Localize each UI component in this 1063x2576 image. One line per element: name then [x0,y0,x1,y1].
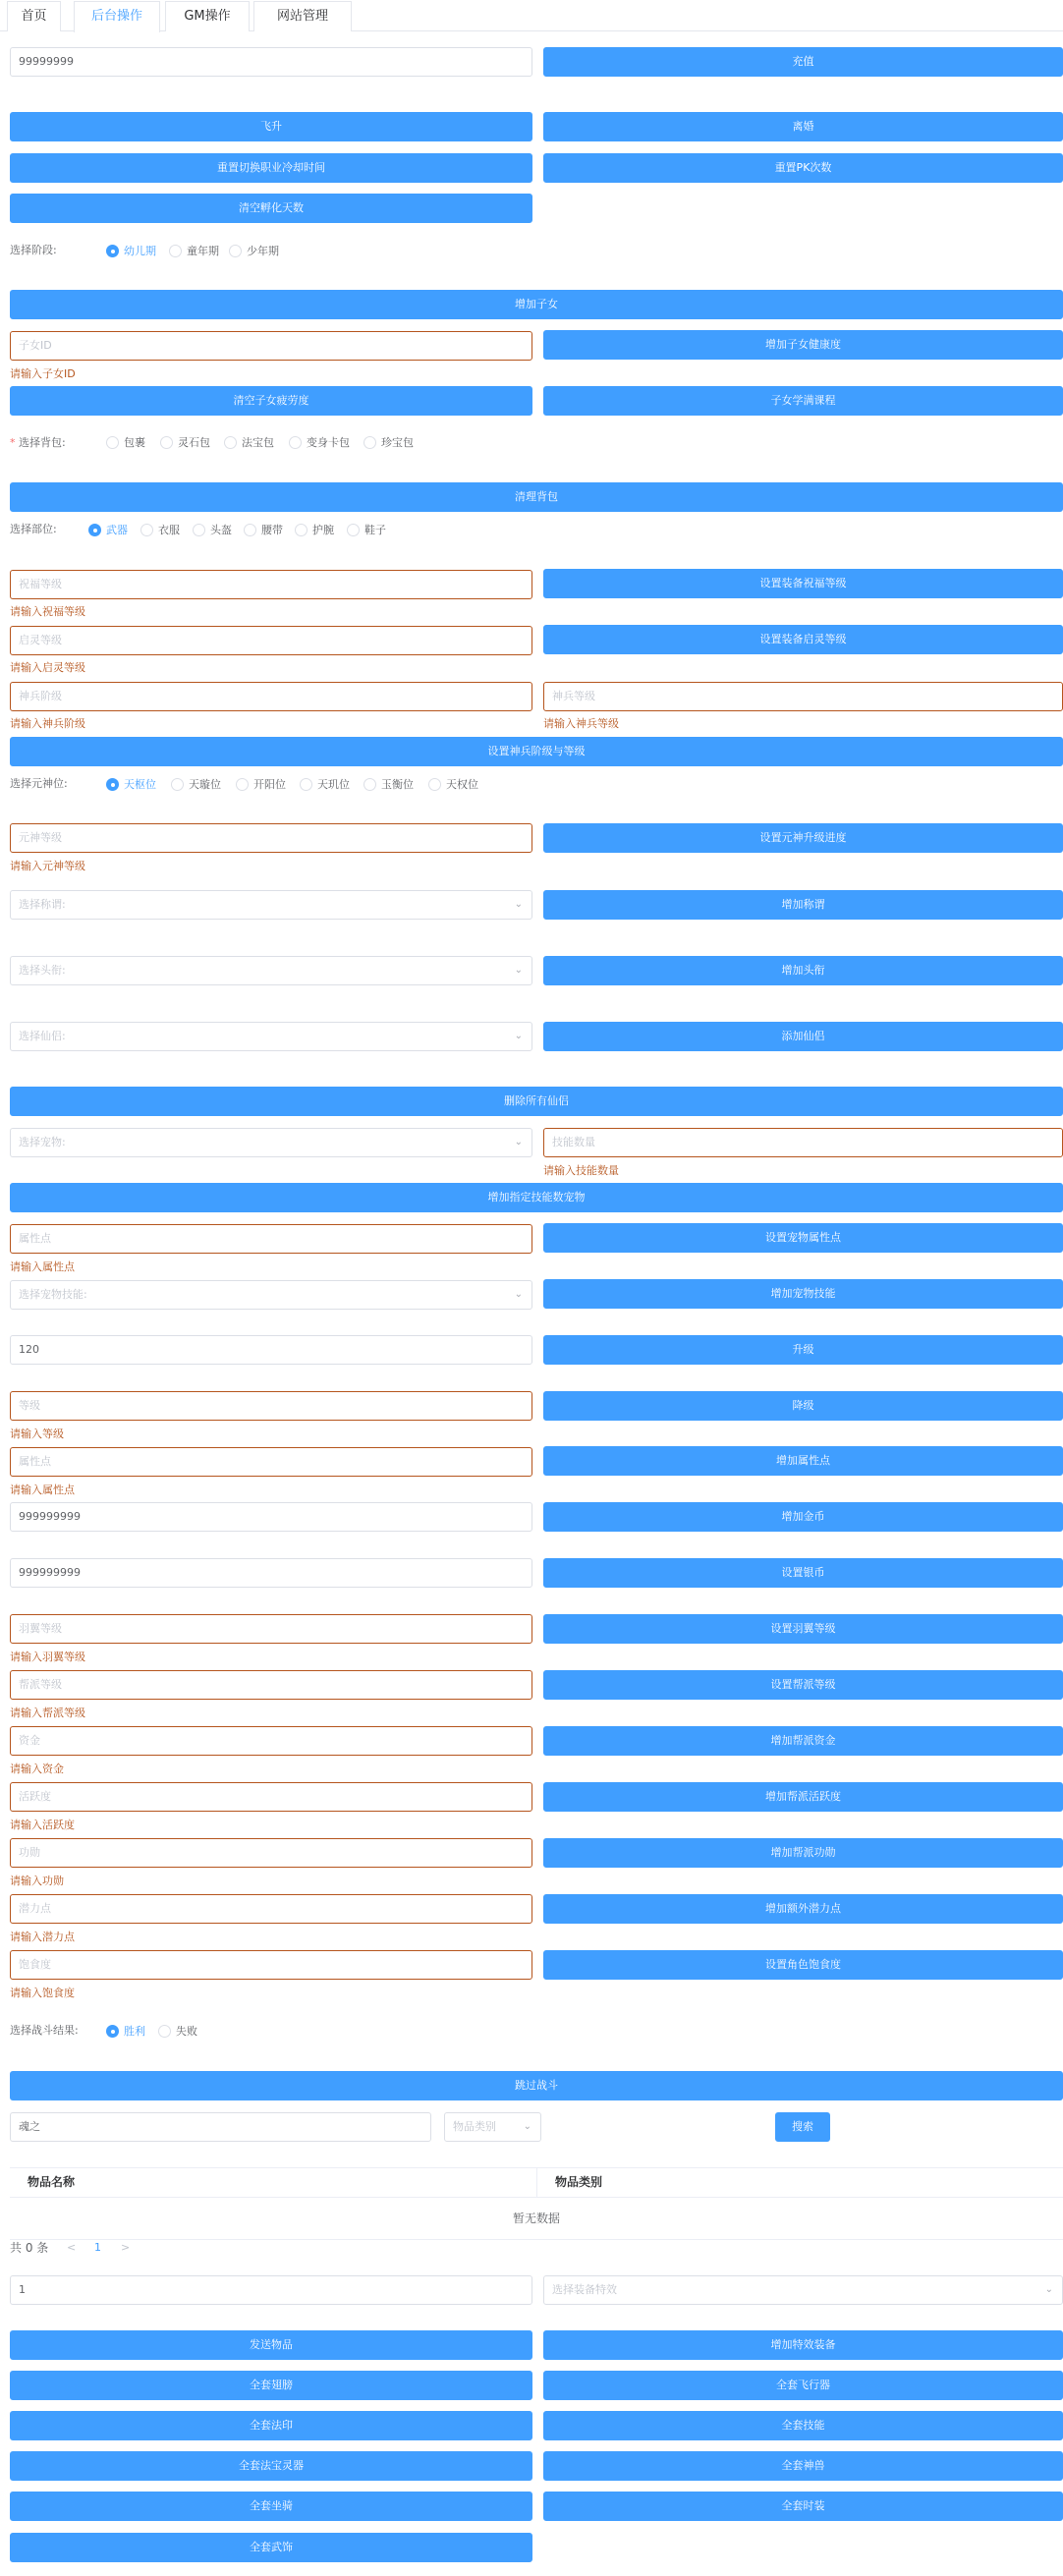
part-radio-wristband[interactable]: 护腕 [295,523,334,538]
child-id-error: 请输入子女ID [10,367,76,380]
part-radio-shoes[interactable]: 鞋子 [347,523,386,538]
yuanshen-radio-tianji[interactable]: 天玑位 [300,777,350,793]
skill-count-input[interactable]: 技能数量 [543,1128,1063,1157]
battle-radio-win[interactable]: 胜利 [106,2024,145,2040]
bless-level-input[interactable]: 祝福等级 [10,570,532,599]
add-pet-skill-button[interactable]: 增加宠物技能 [543,1279,1063,1309]
radio-dot [236,778,249,791]
add-effect-equipment-button[interactable]: 增加特效装备 [543,2330,1063,2360]
chevron-down-icon: ⌄ [514,1137,523,1148]
radio-dot [244,524,256,536]
col-header-category: 物品类别 [537,2168,1063,2198]
battle-radio-lose[interactable]: 失败 [158,2024,197,2040]
radio-dot [106,436,119,449]
delete-all-fairies-button[interactable]: 删除所有仙侣 [10,1087,1063,1116]
full-mounts-button[interactable]: 全套坐骑 [10,2492,532,2521]
divine-level-error: 请输入神兵等级 [543,717,619,730]
tab-site-admin[interactable]: 网站管理 [253,1,352,31]
add-title-button[interactable]: 增加称谓 [543,890,1063,920]
guild-level-error: 请输入帮派等级 [10,1707,85,1719]
add-guild-activity-button[interactable]: 增加帮派活跃度 [543,1782,1063,1812]
pet-attr-input[interactable]: 属性点 [10,1224,532,1254]
radio-dot [169,245,182,257]
radio-dot [158,2025,171,2038]
chevron-down-icon: ⌄ [514,1031,523,1041]
required-mark: * [10,436,16,449]
gold-input[interactable]: 999999999 [10,1502,532,1532]
clear-bag-button[interactable]: 清理背包 [10,482,1063,512]
bag-radio-treasure[interactable]: 法宝包 [224,435,274,451]
reset-pk-button[interactable]: 重置PK次数 [543,153,1063,183]
ascend-button[interactable]: 飞升 [10,112,532,141]
items-table [10,2167,1063,2240]
add-head-button[interactable]: 增加头衔 [543,956,1063,985]
pet-attr-error: 请输入属性点 [10,1260,75,1273]
part-radio-weapon[interactable]: 武器 [88,523,128,538]
stage-label: 选择阶段: [10,244,57,256]
chevron-down-icon: ⌄ [514,1289,523,1300]
radio-dot [300,778,312,791]
upgrade-button[interactable]: 升级 [543,1335,1063,1365]
stage-radio-youth[interactable]: 少年期 [229,244,279,259]
tab-home[interactable]: 首页 [7,1,61,31]
item-name-input[interactable]: 魂之 [10,2112,431,2142]
set-bless-level-button[interactable]: 设置装备祝福等级 [543,569,1063,598]
radio-dot [428,778,441,791]
full-costumes-button[interactable]: 全套时装 [543,2492,1063,2521]
yuanshen-radio-yuheng[interactable]: 玉衡位 [364,777,414,793]
child-id-input[interactable]: 子女ID [10,331,532,361]
funds-input[interactable]: 资金 [10,1726,532,1756]
potential-input[interactable]: 潜力点 [10,1894,532,1924]
clear-child-fatigue-button[interactable]: 清空子女疲劳度 [10,386,532,416]
radio-dot [193,524,205,536]
divorce-button[interactable]: 离婚 [543,112,1063,141]
funds-error: 请输入资金 [10,1763,64,1775]
chevron-down-icon: ⌄ [523,2121,532,2132]
full-skills-button[interactable]: 全套技能 [543,2411,1063,2440]
divine-level-input[interactable]: 神兵等级 [543,682,1063,711]
part-radio-clothes[interactable]: 衣服 [140,523,180,538]
part-radio-belt[interactable]: 腰带 [244,523,283,538]
part-radio-helmet[interactable]: 头盔 [193,523,232,538]
yuanshen-level-input[interactable]: 元神等级 [10,823,532,853]
pet-select[interactable]: 选择宠物: ⌄ [10,1128,532,1157]
set-wing-level-button[interactable]: 设置羽翼等级 [543,1614,1063,1644]
upgrade-level-input[interactable]: 120 [10,1335,532,1365]
add-attr-point-button[interactable]: 增加属性点 [543,1446,1063,1476]
full-artifacts-button[interactable]: 全套法宝灵器 [10,2451,532,2481]
wing-level-input[interactable]: 羽翼等级 [10,1614,532,1644]
divine-stage-input[interactable]: 神兵阶级 [10,682,532,711]
add-potential-button[interactable]: 增加额外潜力点 [543,1894,1063,1924]
current-page[interactable]: 1 [94,2241,101,2254]
add-child-health-button[interactable]: 增加子女健康度 [543,330,1063,360]
downgrade-button[interactable]: 降级 [543,1391,1063,1421]
attr-point-input[interactable]: 属性点 [10,1447,532,1477]
add-pet-with-skills-button[interactable]: 增加指定技能数宠物 [10,1183,1063,1212]
skip-battle-button[interactable]: 跳过战斗 [10,2071,1063,2100]
silver-input[interactable]: 999999999 [10,1558,532,1588]
set-pet-attr-button[interactable]: 设置宠物属性点 [543,1223,1063,1253]
full-wings-button[interactable]: 全套翅膀 [10,2371,532,2400]
radio-dot [289,436,302,449]
empty-state: 暂无数据 [512,2212,560,2225]
set-satiety-button[interactable]: 设置角色饱食度 [543,1950,1063,1980]
recharge-button[interactable]: 充值 [543,47,1063,77]
spirit-level-input[interactable]: 启灵等级 [10,626,532,655]
pagination-total: 共 0 条 [10,2241,49,2255]
reset-job-cooldown-button[interactable]: 重置切换职业冷却时间 [10,153,532,183]
level-error: 请输入等级 [10,1428,64,1440]
full-aircraft-button[interactable]: 全套飞行器 [543,2371,1063,2400]
search-button[interactable]: 搜索 [775,2112,830,2142]
add-guild-merit-button[interactable]: 增加帮派功勋 [543,1838,1063,1868]
satiety-error: 请输入饱食度 [10,1987,75,1999]
add-child-button[interactable]: 增加子女 [10,290,1063,319]
bag-radio-jewel[interactable]: 珍宝包 [364,435,414,451]
bag-radio-package[interactable]: 包裹 [106,435,145,451]
pet-skill-select[interactable]: 选择宠物技能: ⌄ [10,1280,532,1310]
radio-dot [88,524,101,536]
set-spirit-level-button[interactable]: 设置装备启灵等级 [543,625,1063,654]
chevron-down-icon: ⌄ [1044,2284,1053,2295]
merit-error: 请输入功勋 [10,1875,64,1887]
yuanshen-label: 选择元神位: [10,777,68,790]
radio-dot [224,436,237,449]
set-silver-button[interactable]: 设置银币 [543,1558,1063,1588]
satiety-input[interactable]: 饱食度 [10,1950,532,1980]
tab-backend[interactable]: 后台操作 [74,1,160,32]
yuanshen-radio-tianshu[interactable]: 天枢位 [106,777,156,793]
skill-count-error: 请输入技能数量 [543,1164,619,1177]
clear-hatch-button[interactable]: 清空孵化天数 [10,194,532,223]
send-quantity-input[interactable]: 1 [10,2275,532,2305]
activity-error: 请输入活跃度 [10,1819,75,1831]
item-category-select[interactable]: 物品类别 ⌄ [444,2112,541,2142]
bless-level-error: 请输入祝福等级 [10,605,85,618]
stage-radio-child[interactable]: 童年期 [169,244,219,259]
radio-dot [364,778,376,791]
spirit-level-error: 请输入启灵等级 [10,661,85,674]
radio-dot [229,245,242,257]
yuanshen-level-error: 请输入元神等级 [10,860,85,872]
add-guild-funds-button[interactable]: 增加帮派资金 [543,1726,1063,1756]
radio-dot [106,2025,119,2038]
full-weapon-decor-button[interactable]: 全套武饰 [10,2533,532,2562]
set-guild-level-button[interactable]: 设置帮派等级 [543,1670,1063,1700]
chevron-down-icon: ⌄ [514,965,523,976]
full-seals-button[interactable]: 全套法印 [10,2411,532,2440]
add-gold-button[interactable]: 增加金币 [543,1502,1063,1532]
battle-label: 选择战斗结果: [10,2024,79,2037]
radio-dot [364,436,376,449]
yuanshen-radio-tianxuan[interactable]: 天璇位 [171,777,221,793]
radio-dot [106,778,119,791]
radio-dot [295,524,308,536]
activity-input[interactable]: 活跃度 [10,1782,532,1812]
set-divine-button[interactable]: 设置神兵阶级与等级 [10,737,1063,766]
title-select[interactable]: 选择称谓: ⌄ [10,890,532,920]
wing-level-error: 请输入羽翼等级 [10,1651,85,1663]
chevron-down-icon: ⌄ [514,899,523,910]
recharge-input[interactable]: 99999999 [10,47,532,77]
attr-point-error: 请输入属性点 [10,1484,75,1496]
radio-dot [106,245,119,257]
fairy-select[interactable]: 选择仙侣: ⌄ [10,1022,532,1051]
part-label: 选择部位: [10,523,57,535]
stage-radio-infant[interactable]: 幼儿期 [106,244,156,259]
guild-level-input[interactable]: 帮派等级 [10,1670,532,1700]
yuanshen-radio-tianquan[interactable]: 天权位 [428,777,478,793]
tab-bar [0,0,1063,31]
tab-gm[interactable]: GM操作 [165,1,250,31]
yuanshen-radio-kaiyang[interactable]: 开阳位 [236,777,286,793]
head-select[interactable]: 选择头衔: ⌄ [10,956,532,985]
potential-error: 请输入潜力点 [10,1931,75,1943]
radio-dot [140,524,153,536]
next-page-icon[interactable]: > [121,2241,131,2254]
prev-page-icon[interactable]: < [67,2241,77,2254]
bag-radio-spirit-stone[interactable]: 灵石包 [160,435,210,451]
bag-label: * 选择背包: [10,436,66,449]
add-fairy-button[interactable]: 添加仙侣 [543,1022,1063,1051]
divine-stage-error: 请输入神兵阶级 [10,717,85,730]
send-item-button[interactable]: 发送物品 [10,2330,532,2360]
radio-dot [160,436,173,449]
level-input[interactable]: 等级 [10,1391,532,1421]
radio-dot [347,524,360,536]
bag-radio-transform-card[interactable]: 变身卡包 [289,435,350,451]
effect-select[interactable]: 选择装备特效 ⌄ [543,2275,1063,2305]
full-beasts-button[interactable]: 全套神兽 [543,2451,1063,2481]
col-header-name: 物品名称 [10,2168,537,2198]
set-yuanshen-progress-button[interactable]: 设置元神升级进度 [543,823,1063,853]
radio-dot [171,778,184,791]
merit-input[interactable]: 功勋 [10,1838,532,1868]
child-complete-courses-button[interactable]: 子女学满课程 [543,386,1063,416]
